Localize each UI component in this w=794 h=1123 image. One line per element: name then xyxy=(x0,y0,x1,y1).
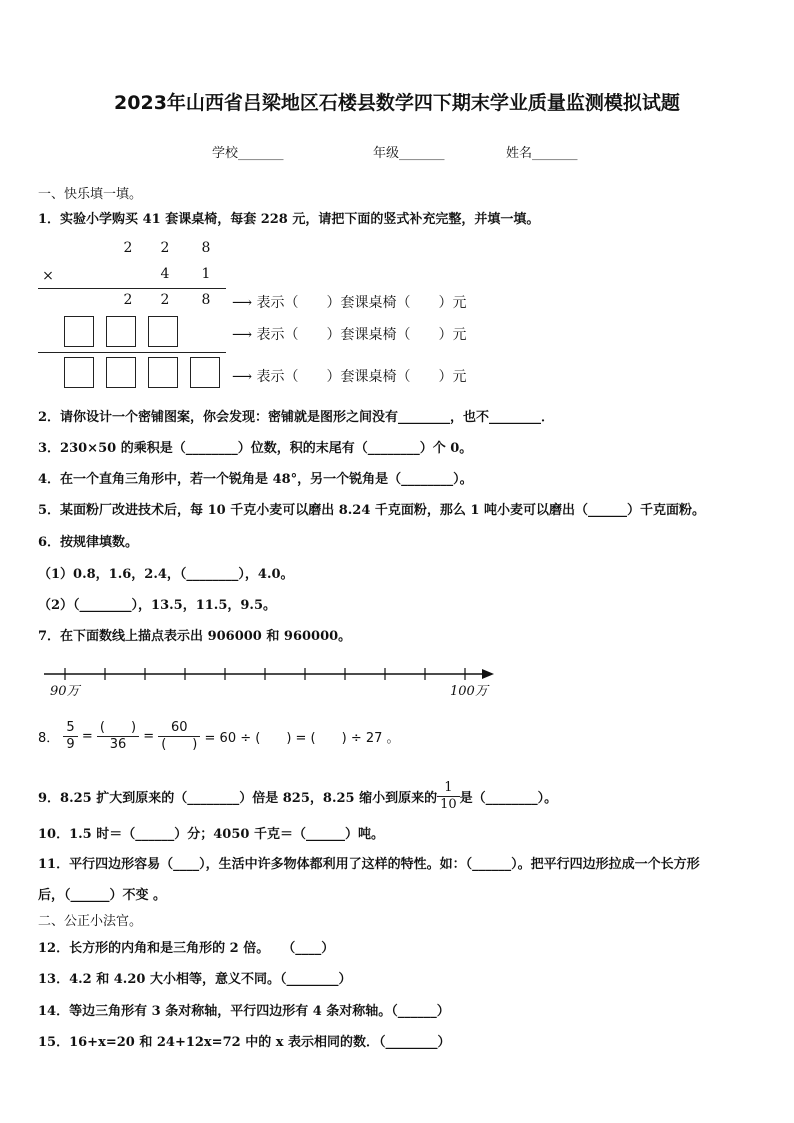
question-2: 2．请你设计一个密铺图案，你会发现：密铺就是图形之间没有________，也不________． xyxy=(38,410,555,425)
answer-box[interactable] xyxy=(148,357,178,388)
divider-line xyxy=(38,352,226,353)
question-4: 4．在一个直角三角形中，若一个锐角是 48°，另一个锐角是（________）。 xyxy=(38,472,473,487)
section-2-heading: 二、公正小法官。 xyxy=(38,914,143,929)
grade-field[interactable]: 年级_______ xyxy=(373,146,445,161)
question-10: 10．1.5 时＝（______）分；4050 千克＝（______）吨。 xyxy=(38,827,384,842)
question-13: 13．4.2 和 4.20 大小相等，意义不同。（________） xyxy=(38,972,352,987)
number-line xyxy=(40,660,500,700)
denominator: 36 xyxy=(109,737,127,752)
question-6: 6．按规律填数。 xyxy=(38,535,139,550)
q8-number: 8． xyxy=(38,731,60,746)
number-line-right-label: 100万 xyxy=(450,684,488,699)
fraction-blank-36[interactable] xyxy=(97,720,139,753)
numerator: ( ) xyxy=(97,720,139,737)
fraction-1-10 xyxy=(437,780,460,813)
numerator: 5 xyxy=(63,720,77,737)
question-8 xyxy=(38,720,400,753)
digit: 2 xyxy=(123,240,133,256)
arrow-icon: ⟶ xyxy=(232,295,253,311)
digit: 1 xyxy=(201,266,211,282)
numerator: 60 xyxy=(158,720,200,737)
question-7: 7．在下面数线上描点表示出 906000 和 960000。 xyxy=(38,629,352,644)
denominator: 9 xyxy=(66,737,75,752)
q1-line-2: 表示（ ）套课桌椅（ ）元 xyxy=(256,327,467,343)
denominator: ( ) xyxy=(161,737,198,752)
q1-line-3: 表示（ ）套课桌椅（ ）元 xyxy=(256,369,467,385)
numerator: 1 xyxy=(437,780,460,797)
question-15: 15．16+x=20 和 24+12x=72 中的 x 表示相同的数．（________） xyxy=(38,1035,451,1050)
answer-box[interactable] xyxy=(106,316,136,347)
digit: 8 xyxy=(201,240,211,256)
digit: 8 xyxy=(201,292,211,308)
arrow-icon: ⟶ xyxy=(232,369,253,385)
arrow-icon: ⟶ xyxy=(232,327,253,343)
number-line-left-label: 90万 xyxy=(50,684,80,699)
digit: 4 xyxy=(160,266,170,282)
divider-line xyxy=(38,288,226,289)
digit: 2 xyxy=(160,292,170,308)
question-3: 3．230×50 的乘积是（________）位数，积的末尾有（________）个 0。 xyxy=(38,441,473,456)
equals-sign: = xyxy=(143,729,155,744)
digit: 2 xyxy=(123,292,133,308)
school-field[interactable]: 学校_______ xyxy=(212,146,284,161)
q8-tail: = 60 ÷ ( ) = ( ) ÷ 27 。 xyxy=(204,731,400,746)
q1-line-1: 表示（ ）套课桌椅（ ）元 xyxy=(256,295,467,311)
question-11-line-1: 11．平行四边形容易（____），生活中许多物体都利用了这样的特性。如：（______）。把平行四边形拉成一个长方形 xyxy=(38,857,700,872)
fraction-5-9 xyxy=(63,720,77,753)
question-12: 12．长方形的内角和是三角形的 2 倍。 （____） xyxy=(38,941,335,956)
answer-box[interactable] xyxy=(190,357,220,388)
times-sign: × xyxy=(42,268,54,284)
question-14: 14．等边三角形有 3 条对称轴，平行四边形有 4 条对称轴。（______） xyxy=(38,1004,450,1019)
fraction-60-blank[interactable] xyxy=(158,720,200,753)
answer-box[interactable] xyxy=(106,357,136,388)
question-6-part-1: （1）0.8，1.6，2.4，（________），4.0。 xyxy=(38,567,294,582)
q9-text-post: 是（________）。 xyxy=(459,791,558,806)
page-title: 2023年山西省吕梁地区石楼县数学四下期末学业质量监测模拟试题 xyxy=(114,92,680,114)
denominator: 10 xyxy=(440,797,457,812)
section-1-heading: 一、快乐填一填。 xyxy=(38,187,143,202)
answer-box[interactable] xyxy=(64,357,94,388)
answer-box[interactable] xyxy=(148,316,178,347)
digit: 2 xyxy=(160,240,170,256)
name-field[interactable]: 姓名_______ xyxy=(506,146,578,161)
question-5: 5．某面粉厂改进技术后，每 10 千克小麦可以磨出 8.24 千克面粉，那么 1 吨小麦可以磨出（______）千克面粉。 xyxy=(38,503,705,518)
q9-text-pre: 9．8.25 扩大到原来的（________）倍是 825，8.25 缩小到原来的 xyxy=(38,791,438,806)
answer-box[interactable] xyxy=(64,316,94,347)
question-11-line-2: 后，（______）不变 。 xyxy=(38,888,167,903)
question-9 xyxy=(38,780,557,813)
equals-sign: = xyxy=(81,729,93,744)
question-1: 1．实验小学购买 41 套课桌椅，每套 228 元，请把下面的竖式补充完整，并填一填。 xyxy=(38,212,540,227)
question-6-part-2: （2）（________），13.5，11.5，9.5。 xyxy=(38,598,276,613)
